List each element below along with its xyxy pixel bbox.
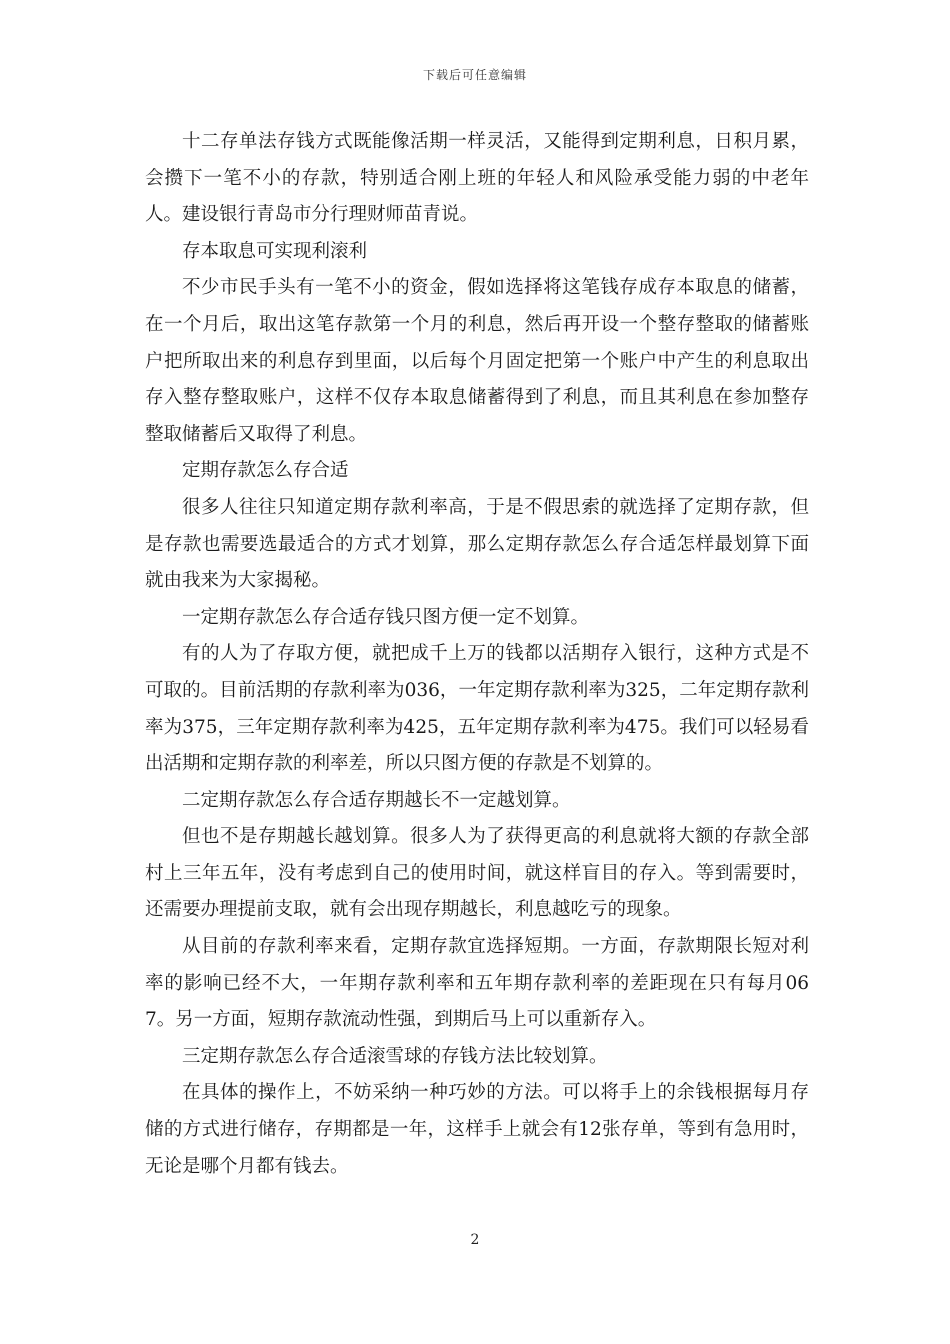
section-heading-5: 三定期存款怎么存合适滚雪球的存钱方法比较划算。	[182, 1045, 608, 1067]
page-header: 下载后可任意编辑	[422, 68, 527, 82]
paragraph-7: 在具体的操作上，不妨采纳一种巧妙的方法。可以将手上的余钱根据每月存储的方式进行储存，存期都是一年，这样手上就会有12张存单，等到有急用时，无论是哪个月都有钱去。	[145, 1082, 809, 1177]
section-heading-3: 一定期存款怎么存合适存钱只图方便一定不划算。	[182, 606, 590, 628]
document-body	[145, 124, 809, 1185]
section-heading-4: 二定期存款怎么存合适存期越长不一定越划算。	[182, 789, 571, 811]
paragraph-3: 很多人往往只知道定期存款利率高，于是不假思索的就选择了定期存款，但是存款也需要选最适合的方式才划算，那么定期存款怎么存合适怎样最划算下面就由我来为大家揭秘。	[145, 496, 809, 592]
paragraph-1: 十二存单法存钱方式既能像活期一样灵活，又能得到定期利息，日积月累，会攒下一笔不小的存款，特别适合刚上班的年轻人和风险承受能力弱的中老年人。建设银行青岛市分行理财师苗青说。	[145, 131, 809, 226]
section-heading-2: 定期存款怎么存合适	[182, 460, 349, 482]
paragraph-5: 但也不是存期越长越划算。很多人为了获得更高的利息就将大额的存款全部村上三年五年，没有考虑到自己的使用时间，就这样盲目的存入。等到需要时，还需要办理提前支取，就有会出现存期越长，利息越吃亏的现象。	[145, 826, 809, 921]
paragraph-6: 从目前的存款利率来看，定期存款宜选择短期。一方面，存款期限长短对利率的影响已经不大，一年期存款利率和五年期存款利率的差距现在只有每月067。另一方面，短期存款流动性强，到期后马上可以重新存入。	[145, 936, 809, 1031]
page-number: 2	[470, 1232, 480, 1248]
paragraph-2: 不少市民手头有一笔不小的资金，假如选择将这笔钱存成存本取息的储蓄，在一个月后，取出这笔存款第一个月的利息，然后再开设一个整存整取的储蓄账户把所取出来的利息存到里面，以后每个月固定把第一个账户中产生的利息取出存入整存整取账户，这样不仅存本取息储蓄得到了利息，而且其利息在参加整存整取储蓄后又取得了利息。	[145, 277, 809, 445]
paragraph-4: 有的人为了存取方便，就把成千上万的钱都以活期存入银行，这种方式是不可取的。目前活期的存款利率为036，一年定期存款利率为325，二年定期存款利率为375，三年定期存款利率为425，五年定期存款利率为475。我们可以轻易看出活期和定期存款的利率差，所以只图方便的存款是不划算的。	[145, 643, 809, 775]
section-heading-1: 存本取息可实现利滚利	[182, 240, 368, 262]
